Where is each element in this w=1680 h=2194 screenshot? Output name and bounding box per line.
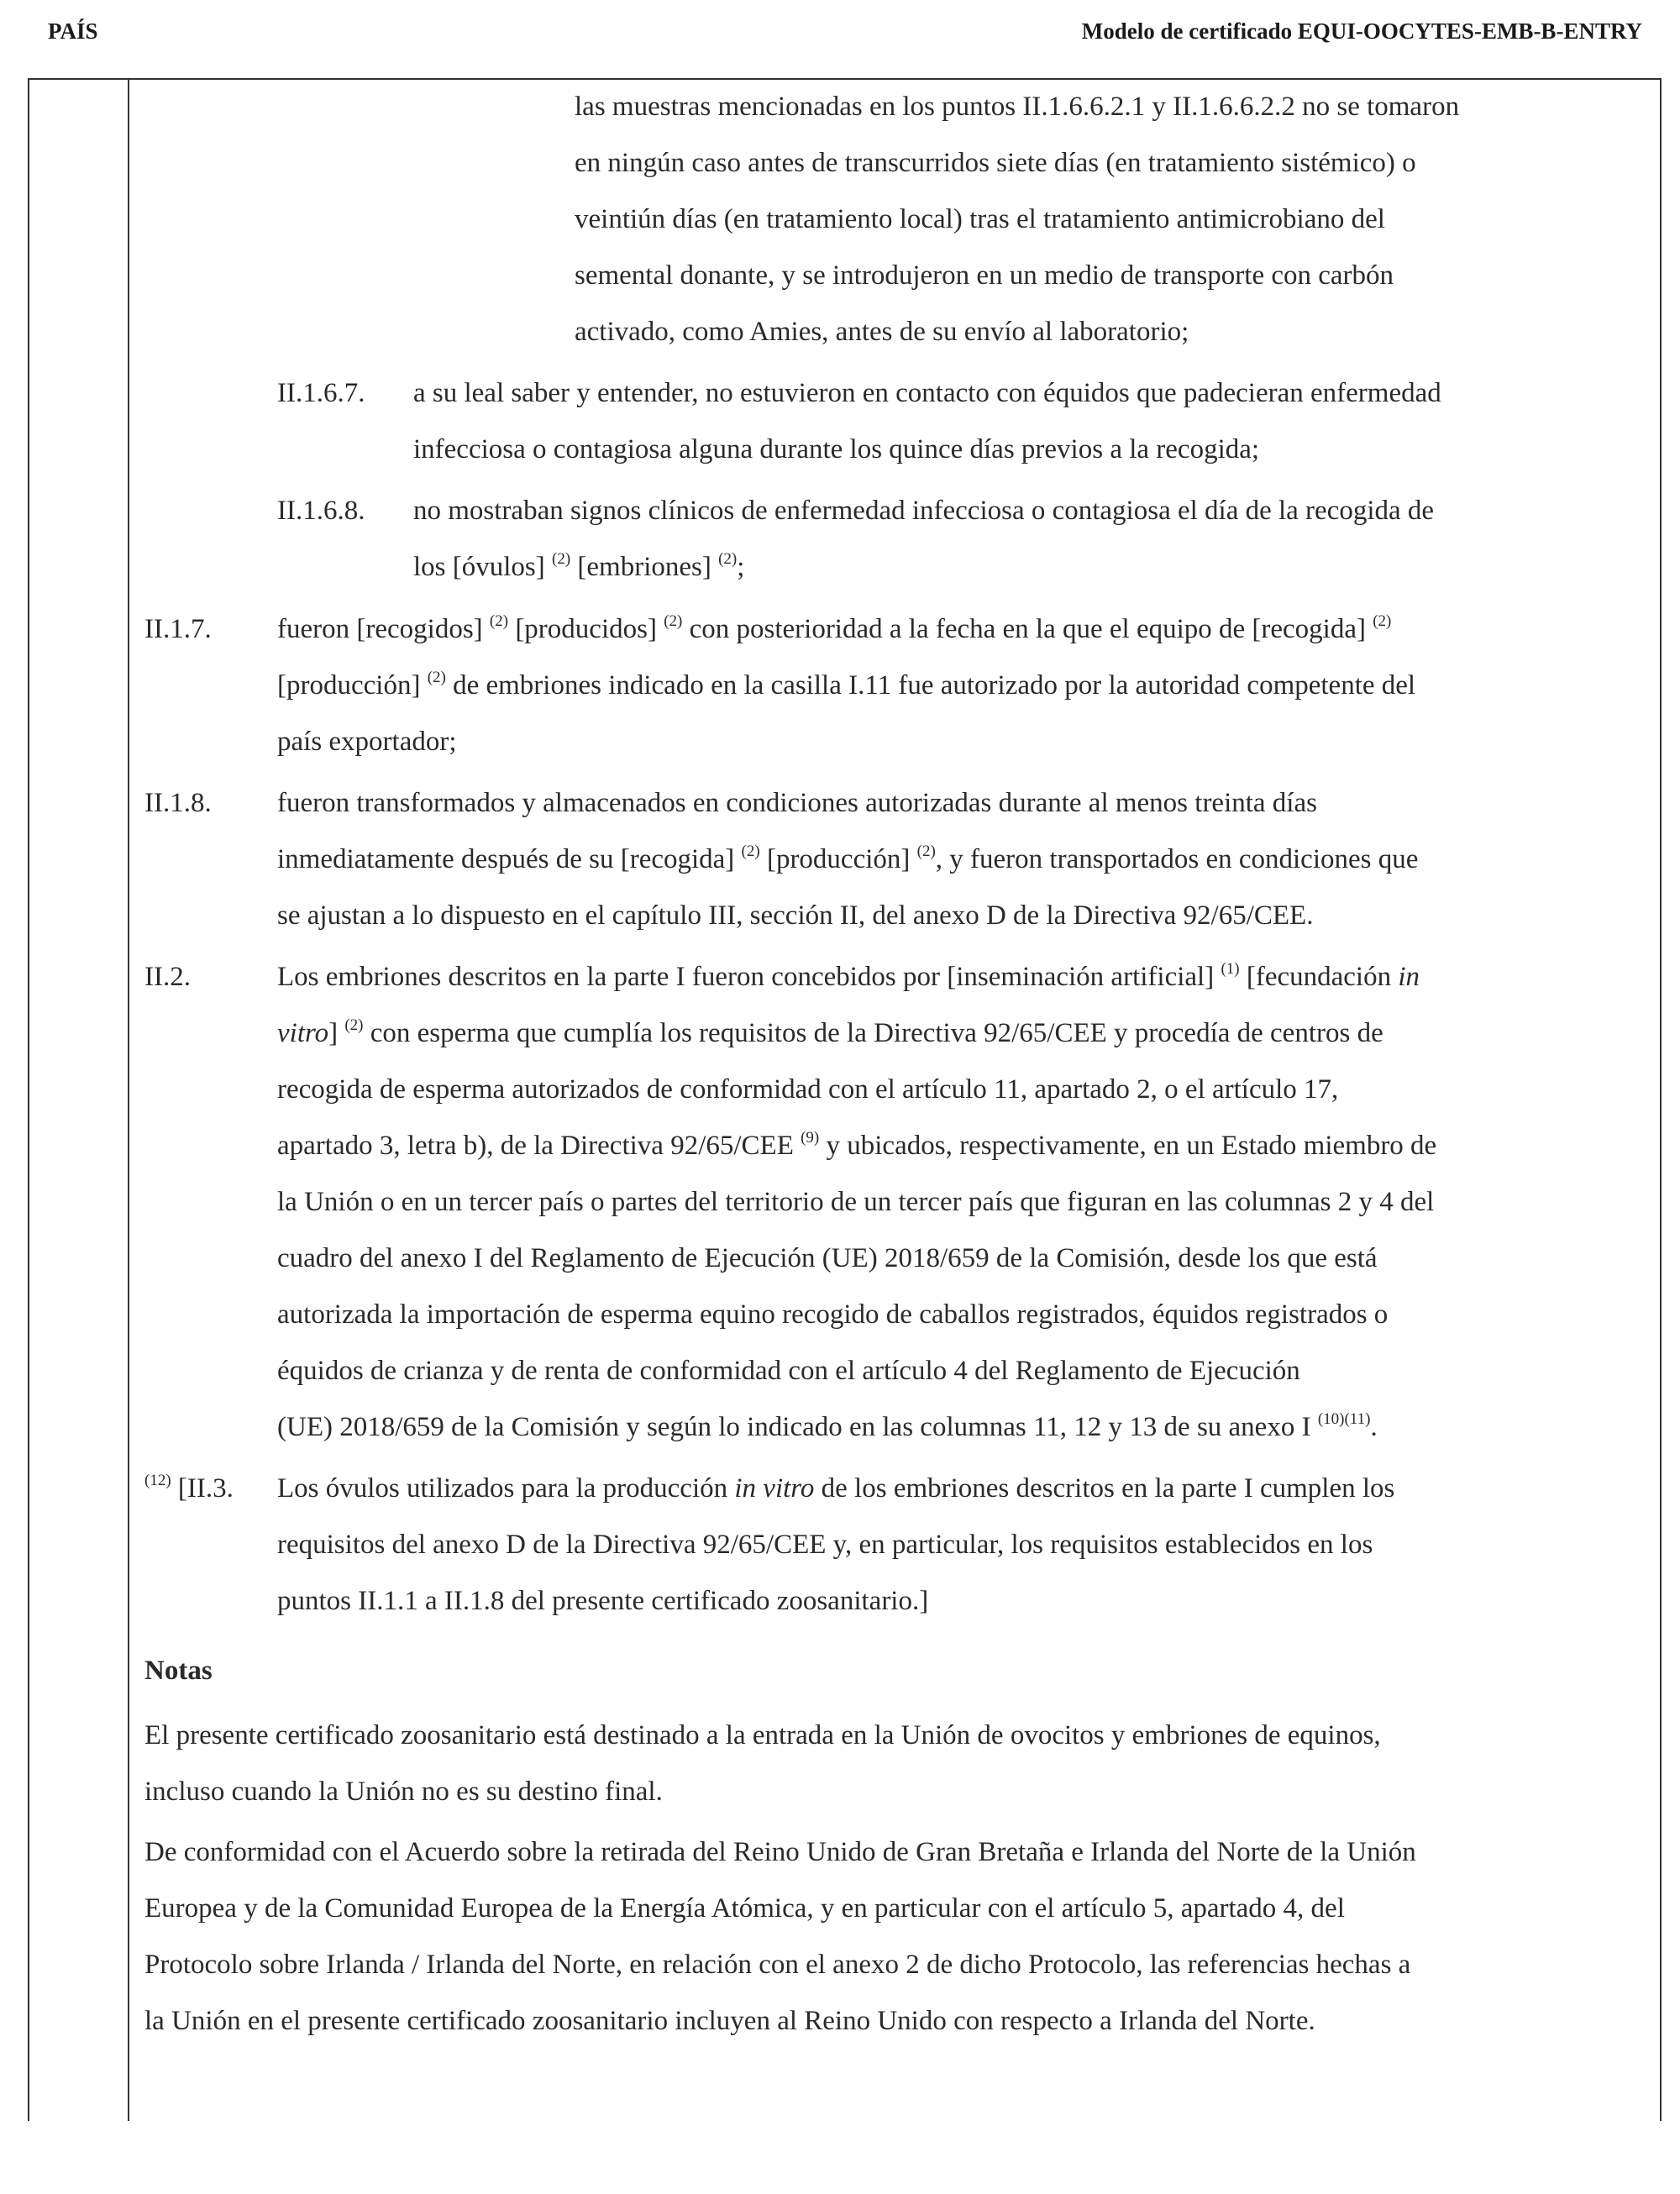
footnote-ref: (2) xyxy=(427,669,446,686)
text-line: recogida de esperma autorizados de conformidad con el artículo 11, apartado 2, o el artículo 17, xyxy=(277,1074,1339,1105)
text-line: Protocolo sobre Irlanda / Irlanda del Norte, en relación con el anexo 2 de dicho Protocolo, las referencias hechas a xyxy=(144,1950,1411,1980)
text-run: con posterioridad a la fecha en la que el equipo de [recogida] xyxy=(689,614,1366,644)
text-line: se ajustan a lo dispuesto en el capítulo III, sección II, del anexo D de la Directiva 92/65/CEE. xyxy=(277,900,1314,931)
text-run: y ubicados, respectivamente, en un Estado miembro de xyxy=(826,1131,1437,1161)
text-run: , y fueron transportados en condiciones que xyxy=(935,844,1419,874)
text-run-italic: vitro xyxy=(277,1018,329,1048)
text-run: ] xyxy=(328,1018,339,1048)
item-number: II.2. xyxy=(144,962,191,992)
text-line: la Unión en el presente certificado zoosanitario incluyen al Reino Unido con respecto a Irlanda del Norte. xyxy=(144,2006,1315,2036)
table-right-border xyxy=(1660,80,1662,2121)
header-country: PAÍS xyxy=(48,18,98,44)
text-line xyxy=(277,1410,1378,1444)
text-run: con esperma que cumplía los requisitos de la Directiva 92/65/CEE y procedía de centros de xyxy=(370,1018,1383,1048)
text-line: requisitos del anexo D de la Directiva 92/65/CEE y, en particular, los requisitos establecidos en los xyxy=(277,1530,1373,1560)
text-run: fueron [recogidos] xyxy=(277,614,483,644)
text-line xyxy=(413,550,744,584)
text-line: autorizada la importación de esperma equino recogido de caballos registrados, équidos registrados o xyxy=(277,1299,1389,1330)
text-run: [embriones] xyxy=(577,552,711,582)
text-line: infecciosa o contagiosa alguna durante los quince días previos a la recogida; xyxy=(413,434,1260,465)
text-run: ; xyxy=(737,552,745,582)
footnote-ref: (12) xyxy=(144,1472,171,1489)
text-run: Los embriones descritos en la parte I fueron concebidos por [inseminación artificial] xyxy=(277,962,1215,992)
footnote-ref: (2) xyxy=(664,612,683,630)
table-inner-border xyxy=(128,80,129,2121)
header-model: Modelo de certificado EQUI-OOCYTES-EMB-B-ENTRY xyxy=(1081,18,1642,44)
text-line xyxy=(277,1016,1383,1050)
text-line xyxy=(277,960,1420,994)
text-run: . xyxy=(1370,1412,1378,1442)
text-line: El presente certificado zoosanitario está destinado a la entrada en la Unión de ovocitos y embriones de equinos, xyxy=(144,1720,1381,1750)
footnote-ref: (2) xyxy=(552,550,571,568)
text-run: [producidos] xyxy=(515,614,657,644)
item-number: II.1.6.7. xyxy=(277,378,365,408)
text-run: los [óvulos] xyxy=(413,552,545,582)
text-run-italic: in xyxy=(1398,962,1420,992)
text-line xyxy=(277,669,1415,702)
footnote-ref: (2) xyxy=(718,550,738,568)
text-line xyxy=(277,1129,1436,1163)
text-run: [fecundación xyxy=(1246,962,1392,992)
text-line: país exportador; xyxy=(277,727,457,757)
text-line: semental donante, y se introdujeron en un medio de transporte con carbón xyxy=(575,260,1394,291)
item-number: II.1.8. xyxy=(144,788,212,818)
text-line: no mostraban signos clínicos de enfermedad infecciosa o contagiosa el día de la recogida de xyxy=(413,496,1435,526)
text-line: las muestras mencionadas en los puntos II.1.6.6.2.1 y II.1.6.6.2.2 no se tomaron xyxy=(575,92,1460,122)
text-run: [producción] xyxy=(766,844,911,874)
footnote-ref: (9) xyxy=(801,1129,820,1147)
text-line: la Unión o en un tercer país o partes del territorio de un tercer país que figuran en las columnas 2 y 4 del xyxy=(277,1187,1435,1217)
text-line: Europea y de la Comunidad Europea de la Energía Atómica, y en particular con el artículo 5, apartado 4, del xyxy=(144,1893,1345,1924)
footnote-ref: (2) xyxy=(741,842,760,860)
text-line xyxy=(277,1472,1394,1505)
footnote-ref: (2) xyxy=(1373,612,1392,630)
footnote-ref: (10)(11) xyxy=(1317,1410,1371,1428)
text-run: de los embriones descritos en la parte I cumplen los xyxy=(821,1473,1395,1504)
text-run: Los óvulos utilizados para la producción xyxy=(277,1473,728,1504)
item-number xyxy=(144,1472,234,1505)
item-number: II.1.7. xyxy=(144,614,212,644)
text-run-italic: in vitro xyxy=(734,1473,815,1504)
footnote-ref: (2) xyxy=(489,612,509,630)
text-run: (UE) 2018/659 de la Comisión y según lo indicado en las columnas 11, 12 y 13 de su anexo I xyxy=(277,1412,1311,1442)
table-left-border xyxy=(28,80,29,2121)
notes-title: Notas xyxy=(144,1656,213,1686)
item-number: II.1.6.8. xyxy=(277,496,365,526)
text-line: fueron transformados y almacenados en condiciones autorizadas durante al menos treinta días xyxy=(277,788,1317,818)
table-top-border xyxy=(28,78,1662,80)
text-run: [producción] xyxy=(277,670,421,701)
text-line: en ningún caso antes de transcurridos siete días (en tratamiento sistémico) o xyxy=(575,148,1416,178)
text-line: a su leal saber y entender, no estuvieron en contacto con équidos que padecieran enfermedad xyxy=(413,378,1441,408)
text-line: activado, como Amies, antes de su envío al laboratorio; xyxy=(575,317,1189,347)
text-line: cuadro del anexo I del Reglamento de Ejecución (UE) 2018/659 de la Comisión, desde los que está xyxy=(277,1243,1378,1273)
text-run: inmediatamente después de su [recogida] xyxy=(277,844,735,874)
text-line: veintiún días (en tratamiento local) tras el tratamiento antimicrobiano del xyxy=(575,204,1385,234)
footnote-ref: (2) xyxy=(916,842,936,860)
text-line: équidos de crianza y de renta de conformidad con el artículo 4 del Reglamento de Ejecución xyxy=(277,1356,1300,1386)
text-line xyxy=(277,612,1391,646)
text-run: de embriones indicado en la casilla I.11 fue autorizado por la autoridad competente del xyxy=(453,670,1416,701)
text-line: puntos II.1.1 a II.1.8 del presente certificado zoosanitario.] xyxy=(277,1586,929,1616)
text-line: incluso cuando la Unión no es su destino final. xyxy=(144,1777,663,1807)
footnote-ref: (2) xyxy=(344,1016,364,1034)
text-run: [II.3. xyxy=(177,1473,234,1504)
text-line: De conformidad con el Acuerdo sobre la retirada del Reino Unido de Gran Bretaña e Irlanda del Norte de la Unión xyxy=(144,1837,1416,1867)
text-run: apartado 3, letra b), de la Directiva 92/65/CEE xyxy=(277,1131,794,1161)
footnote-ref: (1) xyxy=(1221,960,1240,978)
text-line xyxy=(277,842,1418,876)
